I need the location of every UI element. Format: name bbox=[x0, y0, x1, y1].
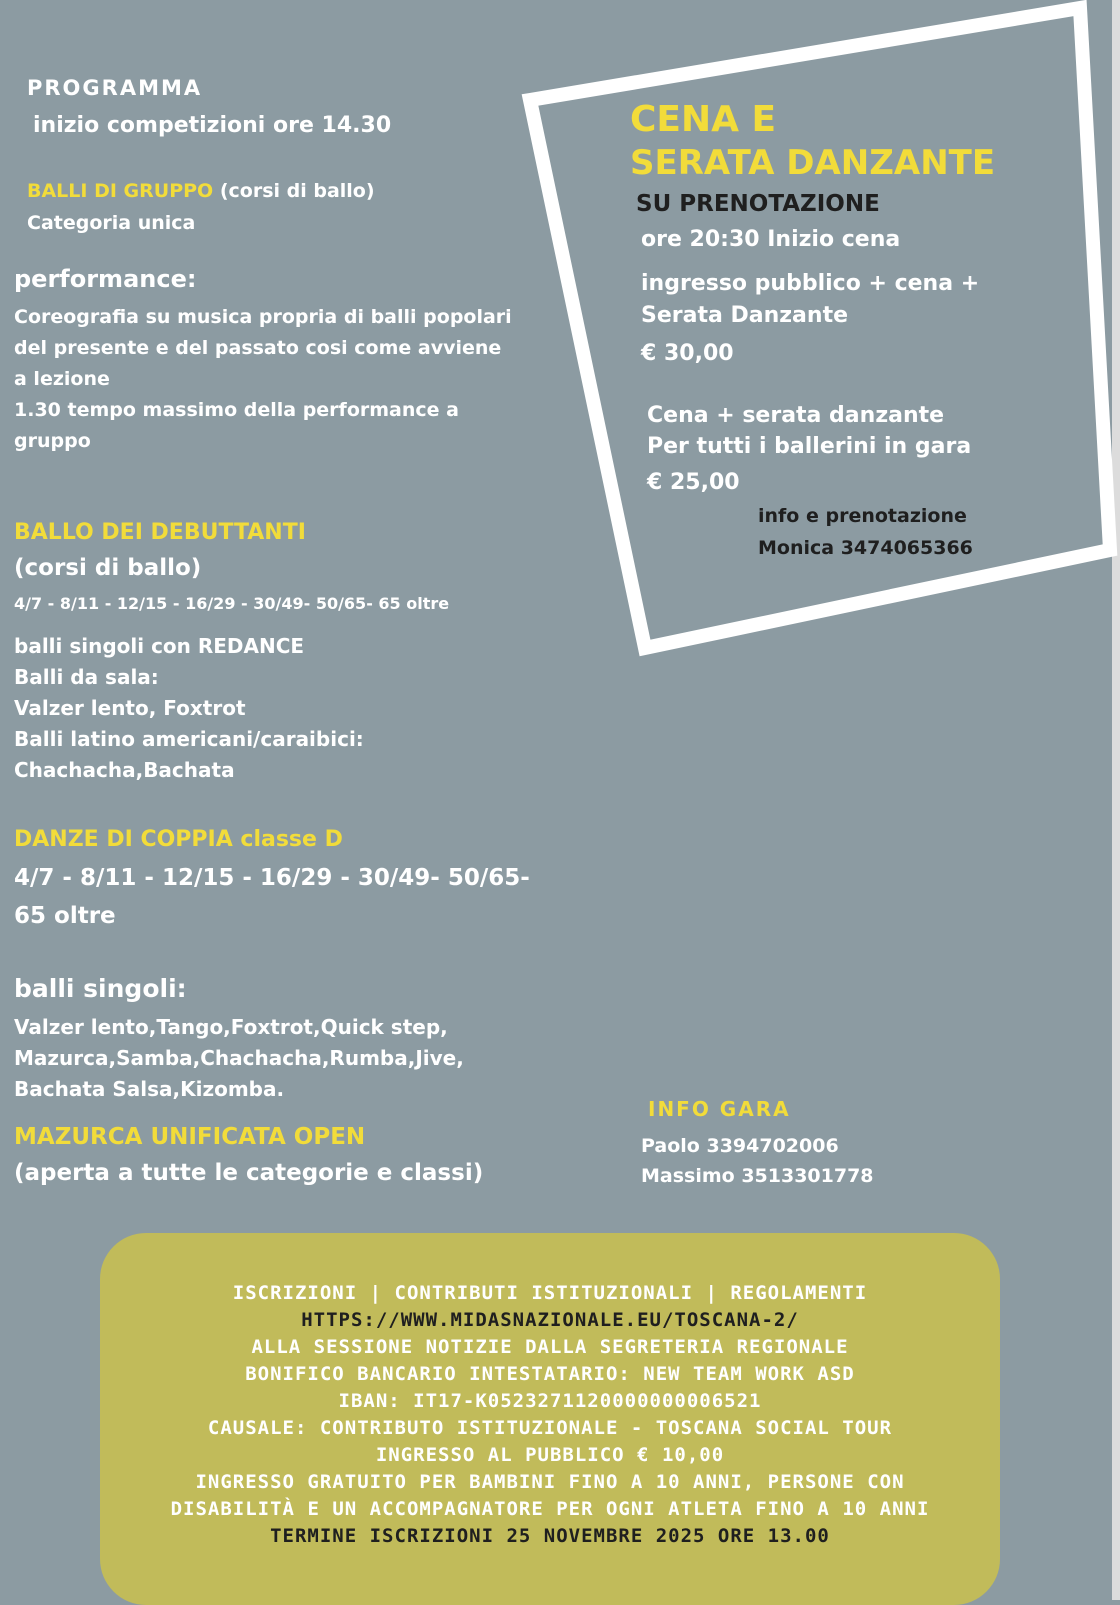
gratuito-line2: DISABILITÀ E UN ACCOMPAGNATORE PER OGNI ATLETA FINO A 10 ANNI bbox=[170, 1498, 930, 1520]
singoli-line: Mazurca,Samba,Chachacha,Rumba,Jive, bbox=[14, 1046, 464, 1070]
debuttanti-line: Chachacha,Bachata bbox=[14, 758, 235, 782]
price-25: € 25,00 bbox=[647, 470, 740, 495]
info-gara-title: INFO GARA bbox=[648, 1097, 791, 1121]
inizio-competizioni: inizio competizioni ore 14.30 bbox=[33, 113, 392, 138]
performance-line: a lezione bbox=[14, 368, 110, 390]
debuttanti-title: BALLO DEI DEBUTTANTI bbox=[14, 520, 306, 545]
debuttanti-line: Balli latino americani/caraibici: bbox=[14, 727, 364, 751]
cena-heading-line1: CENA E bbox=[630, 99, 777, 140]
massimo-contact: Massimo 3513301778 bbox=[641, 1165, 874, 1187]
iscrizioni-header: ISCRIZIONI | CONTRIBUTI ISTITUZIONALI | REGOLAMENTI bbox=[232, 1282, 868, 1304]
price-30: € 30,00 bbox=[641, 341, 734, 366]
programma-heading: PROGRAMMA bbox=[27, 76, 203, 100]
categoria-unica: Categoria unica bbox=[27, 212, 196, 234]
performance-line: del presente e del passato cosi come avviene bbox=[14, 337, 502, 359]
iscrizioni-text bbox=[100, 1280, 1000, 1550]
coppia-ages bbox=[14, 859, 530, 935]
singoli-title: balli singoli: bbox=[14, 974, 187, 1003]
performance-title: performance: bbox=[14, 265, 197, 293]
causale-line: CAUSALE: CONTRIBUTO ISTITUZIONALE - TOSCANA SOCIAL TOUR bbox=[207, 1417, 893, 1439]
paolo-contact: Paolo 3394702006 bbox=[641, 1135, 839, 1157]
url-link[interactable]: HTTPS://WWW.MIDASNAZIONALE.EU/TOSCANA-2/ bbox=[301, 1309, 799, 1331]
su-prenotazione: SU PRENOTAZIONE bbox=[636, 191, 880, 217]
bonifico-line: BONIFICO BANCARIO INTESTATARIO: NEW TEAM WORK ASD bbox=[245, 1363, 855, 1385]
coppia-ages-line: 4/7 - 8/11 - 12/15 - 16/29 - 30/49- 50/65- bbox=[14, 865, 530, 891]
performance-line: gruppo bbox=[14, 430, 91, 452]
balli-gruppo-sub: (corsi di ballo) bbox=[213, 180, 375, 202]
ingresso-line1: ingresso pubblico + cena + bbox=[641, 271, 980, 296]
ingresso-line2: Serata Danzante bbox=[641, 303, 849, 328]
mazurca-title: MAZURCA UNIFICATA OPEN bbox=[14, 1124, 366, 1150]
info-prenotazione: info e prenotazione bbox=[758, 505, 967, 527]
performance-line: Coreografia su musica propria di balli popolari bbox=[14, 306, 512, 328]
debuttanti-dances bbox=[14, 631, 364, 786]
coppia-ages-line: 65 oltre bbox=[14, 903, 116, 929]
singoli-line: Valzer lento,Tango,Foxtrot,Quick step, bbox=[14, 1015, 448, 1039]
cena-heading-line2: SERATA DANZANTE bbox=[630, 143, 996, 183]
gratuito-line1: INGRESSO GRATUITO PER BAMBINI FINO A 10 ANNI, PERSONE CON bbox=[195, 1471, 905, 1493]
iban-line: IBAN: IT17-K0523271120000000006521 bbox=[338, 1390, 762, 1412]
cena-ballerini-line2: Per tutti i ballerini in gara bbox=[647, 434, 972, 459]
debuttanti-line: Valzer lento, Foxtrot bbox=[14, 696, 246, 720]
debuttanti-line: Balli da sala: bbox=[14, 665, 159, 689]
cena-ballerini-line1: Cena + serata danzante bbox=[647, 403, 945, 428]
singoli-line: Bachata Salsa,Kizomba. bbox=[14, 1077, 285, 1101]
performance-line: 1.30 tempo massimo della performance a bbox=[14, 399, 459, 421]
coppia-title: DANZE DI COPPIA classe D bbox=[14, 827, 343, 852]
notizie-line: ALLA SESSIONE NOTIZIE DALLA SEGRETERIA REGIONALE bbox=[251, 1336, 849, 1358]
ingresso-pubblico-line: INGRESSO AL PUBBLICO € 10,00 bbox=[375, 1444, 725, 1466]
monica-contact: Monica 3474065366 bbox=[758, 537, 973, 559]
singoli-dances bbox=[14, 1012, 464, 1105]
performance-text bbox=[14, 302, 512, 457]
debuttanti-ages: 4/7 - 8/11 - 12/15 - 16/29 - 30/49- 50/65- 65 oltre bbox=[14, 594, 450, 613]
ore-inizio-cena: ore 20:30 Inizio cena bbox=[641, 227, 901, 252]
right-edge-strip bbox=[1112, 0, 1120, 1600]
mazurca-sub: (aperta a tutte le categorie e classi) bbox=[14, 1160, 484, 1186]
balli-gruppo-line bbox=[27, 180, 375, 202]
termine-line: TERMINE ISCRIZIONI 25 NOVEMBRE 2025 ORE 13.00 bbox=[270, 1525, 830, 1547]
debuttanti-line: balli singoli con REDANCE bbox=[14, 634, 305, 658]
debuttanti-sub: (corsi di ballo) bbox=[14, 555, 202, 581]
balli-gruppo-title: BALLI DI GRUPPO bbox=[27, 180, 214, 202]
